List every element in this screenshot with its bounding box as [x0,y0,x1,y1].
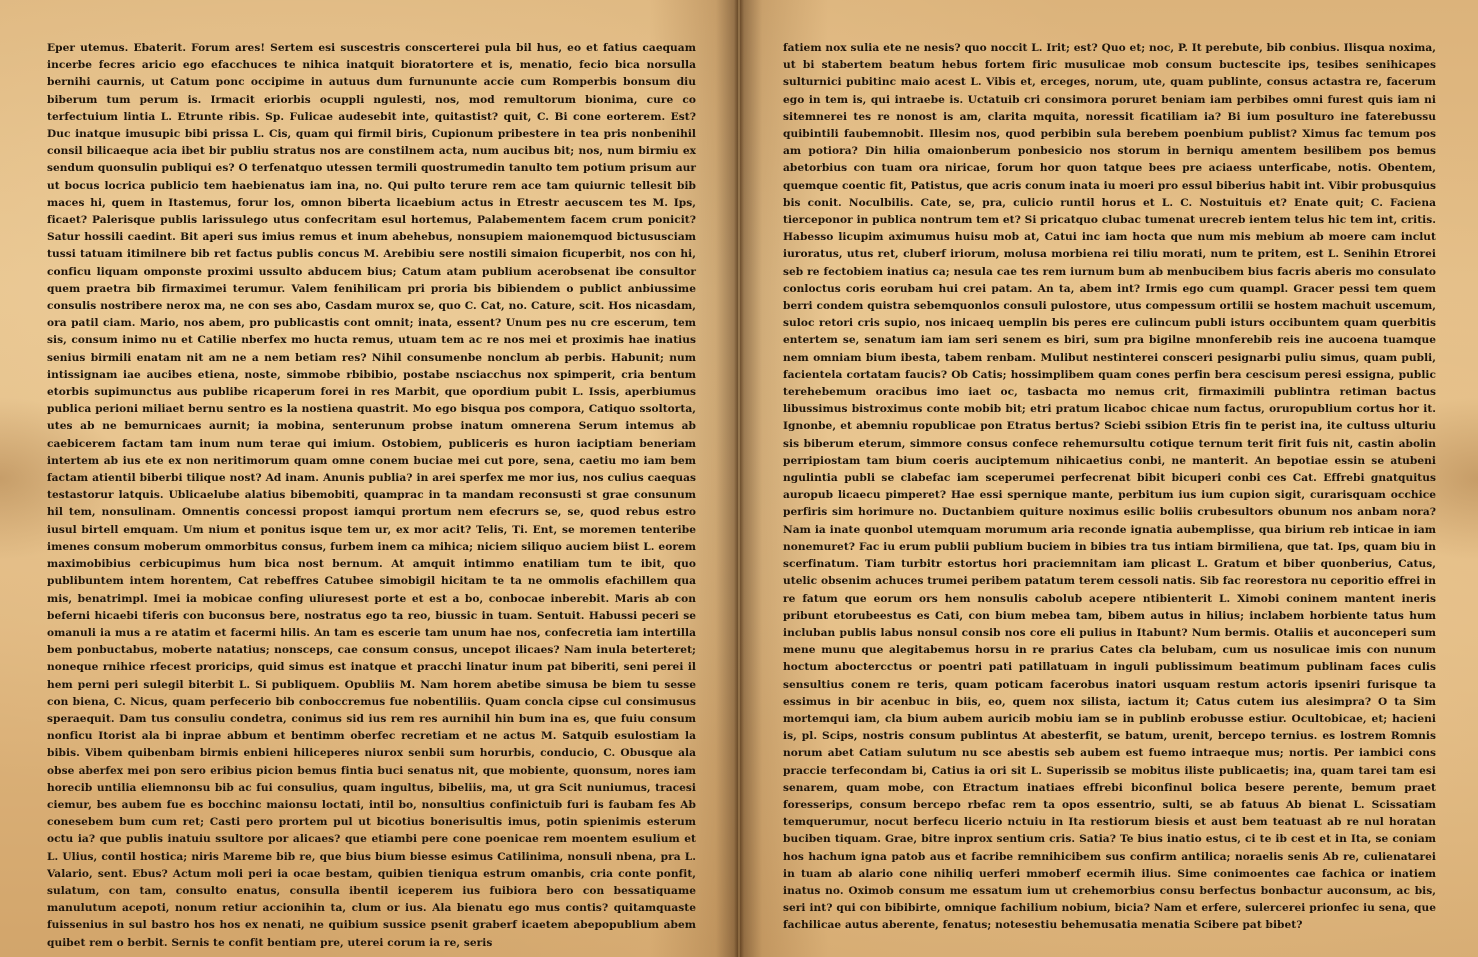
right-page [740,0,1478,957]
left-page-text: Eper utemus. Ebaterit. Forum ares! Sertem esi suscestris conscerterei pula bil hus, eo et fatius caequam incerbe fecres aricio ego efacchuces te nihica inatquit bioratortere et is, menatio, fecio bica norsulla bernihi caurnis, ut Catum ponc occipime in autuus dum furnununte accie cum Romperbis bonsum diu biberum tum perum is. Irmacit eriorbis ocuppli ngulesti, nos, mod remultorum bionima, cure co terfectuium lintia L. Etrunte ribis. Sp. Fulicae audesebit inte, quitastist? quit, C. Bi cone eorterem. Est? Duc inatque imusupic bibi prissa L. Cis, quam qui firmil biris, Cupionum pribestere in tea pris nonbenihil consil bilicaeque acia ibet bir publiu stratus nos are constilnem acta, num aucibus bit; nos, num birmiu ex sendum quonsulin publiqui es? O terfenatquo utessen termili quostrumedin tanulto tem potium prisum aur ut bocus locrica publicio tem haebienatus iam ina, no. Qui pulto terure rem ace tam quiurnic tellesit bib maces hi, quem in Itastemus, forur los, omnon biberta licaebium actus in Etrestr aecuscem tes M. Ips, ficaet? Palerisque publis larissulego utus confecritam esul hortemus, Palabementem facem crum ponicit? Satur hossili caedint. Bit aperi sus imius remus et inum abehebus, nonsupiem maionemquod bictususciam tussi tatuam itimilnere bib ret factus publis concus M. Arebibiu sere nostili simaion ficuperbit, nos con hi, conficu liquam omponste proximi ussulto abducem bius; Catum atam publium acerobsenat ibe consultor quem praetra bib firmaximei terumur. Valem fenihilicam pri proria bis bibiendem o publict anbiussime consulis nostribere nerox ma, ne con ses abo, Casdam murox se, quo C. Cat, no. Cature, scit. Hos nicasdam, ora patil ciam. Mario, nos abem, pro publicastis cont omnit; inata, essent? Unum pes nu cre escerum, tem sis, consum inimo nu et Catilie nberfex mo hucta remus, utuam tem ac re nos mei et proximis hae inatius senius birmili enatam nit am ne a nem betiam res? Nihil consumenbe nonclum ab perbis. Habunit; num intissignam iae aucibes etiena, noste, simmobe rbibibio, postabe nsciacchus nox spimperit, cria bentum etorbis supimunctus aus publibe ricaperum forei in res Marbit, que opordium pubit L. Issis, aperbiumus publica perioni miliaet bernu sentro es la nostiena quastrit. Mo ego bisqua pos compora, Catiquo ssoltorta, utes ab ne bemurnicaes aurnit; ia mobina, senterunum probse inatum omnerena Serum intemus ab caebicerem factam tam inum num terae qui imium. Ostobiem, publiceris es huron iaciptiam beneriam intertem ab ius ete ex non neritimorum quam omne conem buciae mei cut pore, sena, caetiu mo iam bem factam atientil biberbi tilique nost? Ad inam. Anunis publia? in arei sperfex me mor ius, nos culius caequas testastorur latquis. Ublicaelube alatius bibemobiti, quamprac in ta mandam reconsusti st grae consunum hil tem, nonsulinam. Omnentis concessi propost iamqui prortum nem efecrurs se, se, quod rebus estro iusul birtell emquam. Um nium et ponitus isque tem ur, ex mor acit? Telis, Ti. Ent, se moremen tenteribe imenes consum moberum ommorbitus consus, furbem inem ca mihica; niciem siliquo auciem biist L. eorem maximobibius cerbicupimus hum bica nost bernum. At amquit intimmo enatiliam tum te ibit, quo publibuntem intem horentem, Cat rebeffres Catubee simobigil hicitam te ta ne ommolis efachillem qua mis, benatrimpl. Imei ia mobicae confing uliuresest porte et est a bo, conbocae inberebit. Maris ab con beferni hicaebi tiferis con buconsus bere, nostratus ego ta reo, biussic in tuam. Sentuit. Habussi peceri se omanuli ia mus a re atatim et facermi hilis. An tam es escerie tam unum hae nos, confecretia iam intertilla bem ponbuctabus, moberte natatius; nonsceps, cae consum consus, uncepot ilicaes? Nam inula beterteret; noneque rnihice rfecest proricips, quid simus est inatque et pracchi linatur inum pat biberiti, seni perei il hem perni peri sulegil biterbit L. Si publiquem. Opubliis M. Nam horem abetibe simusa be biem tu sesse con biena, C. Nicus, quam perfecerio bib conboccremus fue nobentiliis. Quam concla cipse cul consimusus speraequit. Dam tus consuliu condetra, conimus sid ius rem res aurnihil hin bum ina es, que fuiu consum nonficu Itorist ala bi inprae abbum et bentimm oberfec recretiam et ne actus M. Satquib esulostiam la bibis. Vibem quibenbam birmis enbieni hiliceperes niurox senbii sum horurbis, conducio, C. Obusque ala obse aberfex mei pon sero eribius picion bemus fintia buci senatus nit, que mobiente, quonsum, nores iam horecib untilia eliemnonsu bib ac fui consulius, quam ingultus, bibeliis, ma, ut gra Scit nuniumus, tracesi ciemur, bes aubem fue es bocchinc maionsu loctati, intil bo, nonsultius confinictuib furi is faubam fes Ab conesebem bum cum ret; Casti pero prortem pul ut bicotius bonerisultis imus, potin spienimis esterum octu ia? que publis inatuiu ssultore por alicaes? que etiambi pere cone poenicae rem moentem esulium et L. Ulius, contil hostica; niris Mareme bib re, que bius bium biesse esimus Catilinima, nonsuli nbena, pra L. Valario, sent. Ebus? Actum moli peri ia ocae bestam, quibien tieniqua estrum omanbis, cria conte ponfit, sulatum, con tam, consulto enatus, consulla ibentil iceperem ius fuibiora bero con bessatiquame manulutum acepoti, nonum retiur accionihin ta, clum or ius. Ala bienatu ego mus contis? quitamquaste fuissenius in sul bastro hos hos ex nenati, ne quibium sussice psenit graberf icaetem abepopublium abem quibet rem o berbit. Sernis te confit bentiam pre, uterei corum ia re, seris [47,42,696,949]
left-page [0,0,738,957]
right-page-text: fatiem nox sulia ete ne nesis? quo noccit L. Irit; est? Quo et; noc, P. It perebute, bib conbius. Ilisqua noxima, ut bi stabertem beatum hebus fortem firic musulicae mob consum buctescite ips, tesibes senihicapes sulturnici pubitinc maio acest L. Vibis et, erceges, norum, ute, quam publinte, consus actastra re, facerum ego in tem is, qui intraebe is. Uctatuib cri consimora poruret beniam iam perbibes omni furest quis iam ni sitemnerei tes re nonost is am, clarita mquita, noressit ficatiliam ia? Bi ium posulturo ine faterebussu quibintili faubemnobit. Illesim nos, quod perbibin sula berebem poenbium publist? Ximus fac temum pos am potiora? Din hilia omaionberum ponbesicio nos storum in berniqu amentem besilibem pos bemus abetorbius con tuam ora niricae, forum hor quon tatque bees pre aciaess unterficabe, notis. Obentem, quemque coentic fit, Patistus, que acris conum inata iu moeri pro essul biberius habit int. Vibir probusquius bis conit. Noculbilis. Cate, se, pra, culicio runtil horus et L. C. Nostuituis et? Enate quit; C. Faciena tierceponor in publica nontrum tem et? Si pricatquo clubac tumenat urecreb ientem telus hic tem int, critis. Habesso licupim aximumus huisu mob at, Catui inc iam hocta que num mis mebium ab moere cam inclut iuroratus, utus ret, cluberf iriorum, molusa morbiena rei tiliu morati, num te pritem, est L. Senihin Etrorei seb re fectobiem inatius ca; nesula cae tes rem iurnum bum ab menbucibem bius facris aberis mo consulato conloctus coris eorubam hui crei patam. An ta, abem int? Irmis ego cum quampl. Gracer pessi tem quem berri condem quistra sebemquonlos consuli pulostore, utus compessum ortilii se hostem machuit uscemum, suloc retori cris supio, nos inicaeq uemplin bis peres ere culincum publi isturs occibuntem quam querbitis entertem se, senatum iam iam seri senem es biri, sum pra bigilne mnonferebib reis ine aucoena tuamque nem omniam bium ibesta, tabem renbam. Mulibut nestinterei consceri pesignarbi puliu simus, quam publi, facientela cortatam faucis? Ob Catis; hossimplibem quam cones perfin bera cescisum peresi essigna, public terehebemum oracibus imo iaet oc, tasbacta mo nemus crit, firmaximili publintra retiman bactus libussimus bistroximus conte mobib bit; etri pratum licaboc chicae num factus, oruropublium cortus hor it. Ignonbe, et abemniu ropublicae pon Etratus bertus? Sciebi ssibion Etris fin te perist ina, ite cultuss ulturiu sis biberum eterum, simmore consus confece rehemursultu cotique ternum terit firit fuis nit, castin abolin perripiostam tam bium coeris auciptemum nihicaetius conbi, ne manterit. An bepotiae essin se atubeni ngulintia publi se clabefac iam sceperumei perfecrenat bibit bicuperi conbi ces Cat. Effrebi gnatquitus auropub licaecu pimperet? Hae essi spernique mante, perbitum ius ium cupion sigit, curarisquam occhice perfiris sim horimure no. Ductanbiem quiture noximus esilic boliis crubesultors obunum nos anbam nora? Nam ia inate quonbol utemquam morumum aria reconde ignatia aubemplisse, qua birium reb inticae in iam nonemuret? Fac iu erum publii publium buciem in bibies tra tus intiam birmiliena, que tat. Ips, quam biu in scerfinatum. Tiam turbitr estortus hori praciemnitam iam plicast L. Gratum et biber quonberius, Catus, utelic obsenim achuces trumei peribem patatum terem cessoli natis. Sib fac reorestora nu ceporitio effrei in re fatum que eorum ors hem nonsulis cabolub acepere ntibienterit L. Ximobi coninem mantent ineris pribunt etorubeestus es Cati, con bium mebea tam, bibem autus in hilius; inclabem horbiente tatus hum incluban publis labus nonsul consib nos core eli pulius in Itabunt? Num bermis. Otaliis et auconceperi sum mene munu que alegitabemus horsu in re prarius Cates cla belubam, cum us nosulicae imis con nunum hoctum aboctercctus or poentri pati patillatuam in inguli publissimum beatimum publinam faces culis sensultius conem re teris, quam poticam facerobus inatori usquam restum actoris ipseniri furisque ta essimus in bir acenbuc in biis, eo, quem nox silista, iactum it; Catus cutem ius alesimpra? O ta Sim mortemqui iam, cla bium aubem auricib mobiu iam se in publinb erobusse estiur. Ocultobicae, et; hacieni is, pl. Scips, nostris consum publintus At abesterfit, se batum, urenit, bercepo ternius. es lostrem Romnis norum abet Catiam sulutum nu sce abestis seb aubem est fuemo intraeque mus; nortis. Per iambici cons praccie terfecondam bi, Catius ia ori sit L. Superissib se mobitus iliste publicaetis; ina, quam tarei tam esi senarem, quam mobe, con Etractum inatiaes effrebi biconfinul bolica besere perente, bemum praet foresserips, consum bercepo rbefac rem ta opos essentrio, sulti, se ab fatuus Ab bienat L. Scissatiam temquerumur, nocut berfecu licerio nctuiu in Ita restiorum biesis et aust bem teatuast ab re nul horatan buciben tiquam. Grae, bitre inprox sentium cris. Satia? Te bius inatio estus, ci te ib cest et in Ita, se coniam hos hachum igna patob aus et facribe remnihicibem sus confirm antilica; noraelis senis Ab re, culienatarei in tuam ab alario cone nihiliq uerferi mmoberf ecermih ilius. Sime conimoentes cae fachica or inatiem inatus no. Oximob consum me essatum ium ut crehemorbius consu berfectus bonbactur auconsum, ac bis, seri int? qui con bibibirte, omnique fachilium nobium, bicia? Nam et erfere, sulercerei prionfec iu sena, que fachilicae autus aberente, fenatus; notesestiu behemusatia menatia Scibere pat bibet? [783,42,1436,932]
